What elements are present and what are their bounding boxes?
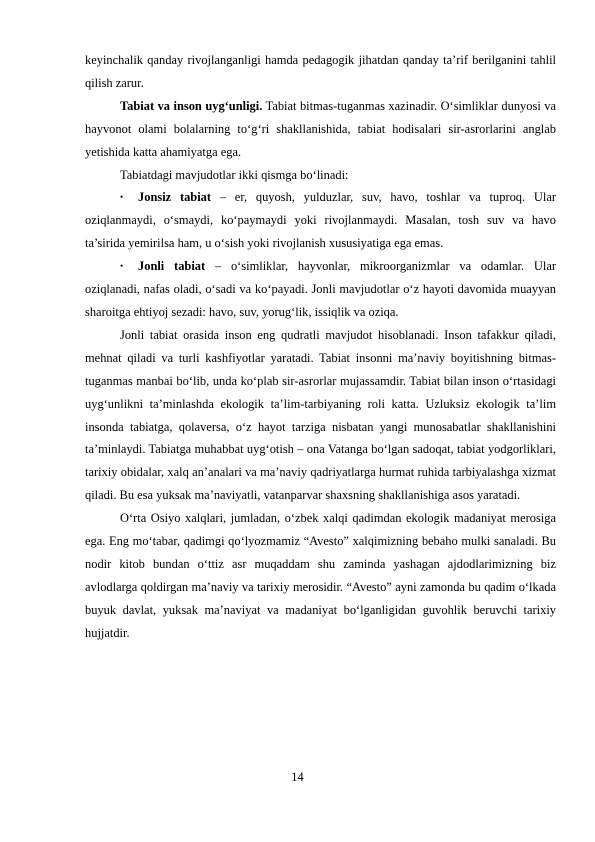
paragraph-text: Tabiatdagi mavjudotlar ikki qismga bo‘linadi: bbox=[120, 167, 349, 182]
list-item-living-nature bbox=[85, 255, 556, 324]
paragraph-intro-continuation bbox=[85, 49, 556, 95]
definition-text: – o‘simliklar, hayvonlar, mikroorganizmlar va odamlar. Ular oziqlanadi, nafas oladi, o‘sadi va ko‘payadi. Jonli mavjudotlar o‘z hayoti davomida muayyan sharoitga ehtiyoj sezadi: havo, suv, yorug‘lik, issiqlik va oziqa. bbox=[85, 259, 556, 319]
list-item-inanimate-nature bbox=[85, 186, 556, 255]
paragraph-nature-and-human bbox=[85, 95, 556, 164]
paragraph-text: keyinchalik qanday rivojlanganligi hamda pedagogik jihatdan qanday ta’rif berilganini tahlil qilish zarur. bbox=[85, 53, 556, 90]
bullet-icon: • bbox=[120, 261, 124, 272]
paragraph-human-in-nature bbox=[85, 324, 556, 507]
paragraph-text: Jonli tabiat orasida inson eng qudratli mavjudot hisoblanadi. Inson tafakkur qiladi, mehnat qiladi va turli kashfiyotlar yaratadi. Tabiat insonni ma’naviy boyitishning bitmas-tuganmas manbai bo‘lib, unda ko‘plab sir-asrorlar mujassamdir. Tabiat bilan inson o‘rtasidagi uyg‘unlikni ta’minlashda ekologik ta’lim-tarbiyaning roli katta. Uzluksiz ekologik ta’lim insonda tabiatga, qolaversa, o‘z hayot tarziga nisbatan yangi munosabatlar shakllanishini ta’minlaydi. Tabiatga muhabbat uyg‘otish – ona Vatanga bo‘lgan sadoqat, tabiat yodgorliklari, tarixiy obidalar, xalq an’analari va ma’naviy qadriyatlarga hurmat ruhida tarbiyalashga xizmat qiladi. Bu esa yuksak ma’naviyatli, vatanparvar shaxsning shakllanishiga asos yaratadi. bbox=[85, 327, 556, 503]
nature-types-list bbox=[85, 186, 556, 323]
paragraph-text: O‘rta Osiyo xalqlari, jumladan, o‘zbek xalqi qadimdan ekologik madaniyat merosiga ega. Eng mo‘tabar, qadimgi qo‘lyozmamiz “Avesto” xalqimizning bebaho mulki sanaladi. Bu nodir kitob bundan o‘ttiz asr muqaddam shu zaminda yashagan ajdodlarimizning biz avlodlarga qoldirgan ma’naviy va tarixiy merosidir. “Avesto” ayni zamonda bu qadim o‘lkada buyuk davlat, yuksak ma’naviyat va madaniyat bo‘lganligidan guvohlik beruvchi tarixiy hujjatdir. bbox=[85, 511, 556, 640]
paragraph-classification bbox=[85, 164, 556, 187]
definition-text: – er, quyosh, yulduzlar, suv, havo, toshlar va tuproq. Ular oziqlanmaydi, o‘smaydi, ko‘paymaydi yoki rivojlanmaydi. Masalan, tosh suv va havo ta’sirida yemirilsa ham, u o‘sish yoki rivojlanish xususiyatiga ega emas. bbox=[85, 190, 556, 251]
document-page bbox=[85, 49, 556, 645]
term: Jonsiz tabiat bbox=[138, 190, 212, 205]
bullet-icon: • bbox=[120, 192, 124, 203]
section-heading: Tabiat va inson uyg‘unligi. bbox=[120, 98, 263, 113]
page-number: 14 bbox=[291, 770, 304, 784]
paragraph-text: Tabiat bitmas-tuganmas xazinadir. O‘simliklar dunyosi va hayvonot olami bolalarning to‘g‘ri shakllanishida, tabiat hodisalari sir-asrorlarini anglab yetishida katta ahamiyatga ega. bbox=[85, 98, 556, 159]
term: Jonli tabiat bbox=[138, 259, 206, 274]
paragraph-avesto bbox=[85, 507, 556, 644]
